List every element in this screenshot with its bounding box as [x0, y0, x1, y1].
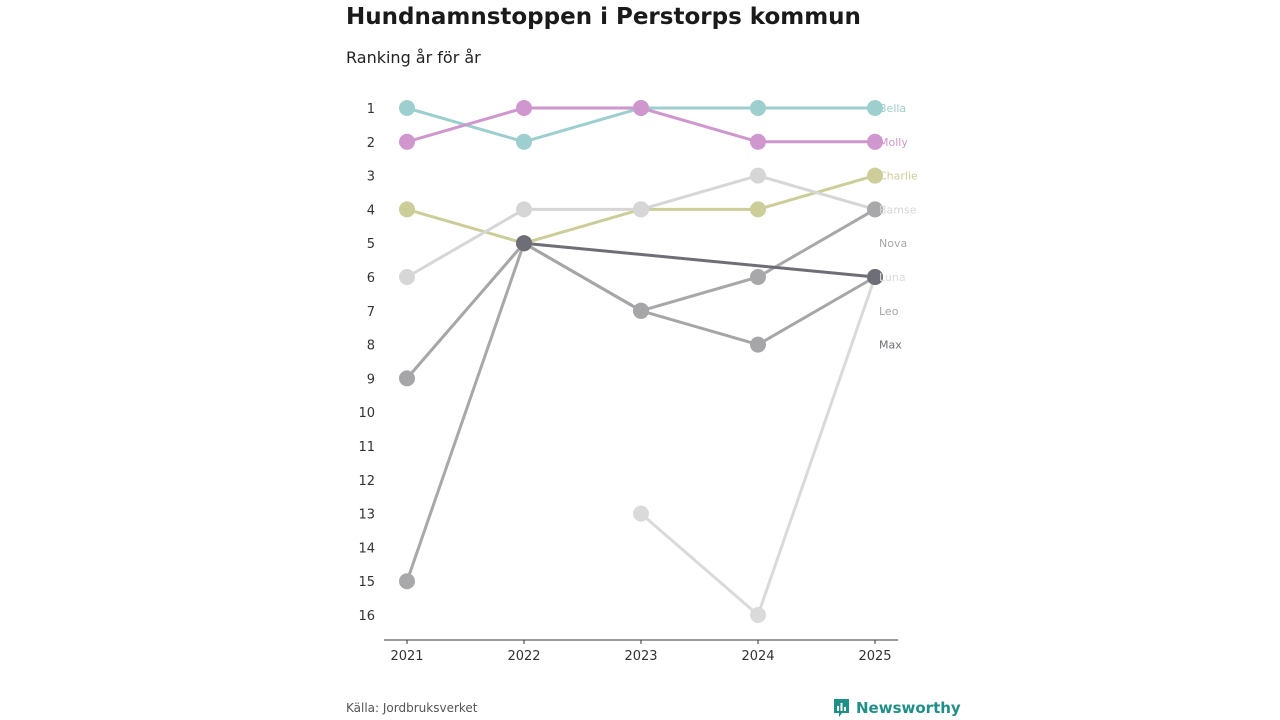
y-tick-label: 16	[358, 609, 375, 624]
point-nova[interactable]	[399, 573, 415, 589]
chart-title: Hundnamnstoppen i Perstorps kommun	[346, 4, 861, 30]
end-label-nova: Nova	[879, 237, 908, 251]
point-nova[interactable]	[750, 269, 766, 285]
series-line-bamse	[407, 209, 524, 277]
y-tick-label: 6	[366, 271, 375, 286]
series-line-nova	[407, 243, 524, 581]
newsworthy-logo-icon	[833, 698, 850, 718]
point-bella[interactable]	[516, 134, 532, 150]
y-tick-label: 9	[366, 372, 375, 388]
point-molly[interactable]	[516, 100, 532, 116]
end-label-luna: Luna	[879, 271, 906, 284]
brand-name: Newsworthy	[856, 699, 961, 717]
end-label-molly: Molly	[879, 135, 908, 149]
source-note: Källa: Jordbruksverket	[346, 701, 478, 715]
y-tick-label: 11	[358, 440, 375, 455]
y-tick-label: 14	[358, 541, 375, 557]
y-tick-label: 15	[358, 575, 375, 591]
y-tick-label: 13	[358, 507, 375, 523]
series-line-molly	[641, 108, 758, 142]
y-tick-label: 4	[366, 203, 375, 219]
point-molly[interactable]	[399, 134, 415, 150]
series-line-leo	[407, 243, 524, 378]
end-label-bella: Bella	[879, 102, 907, 115]
series-lines	[407, 108, 875, 615]
series-end-labels	[879, 102, 918, 352]
point-leo[interactable]	[750, 337, 766, 353]
y-axis-ticks	[358, 102, 375, 624]
series-line-nova	[641, 277, 758, 311]
x-tick-label: 2021	[390, 649, 424, 664]
point-bamse[interactable]	[750, 168, 766, 184]
y-tick-label: 12	[358, 473, 375, 489]
point-leo[interactable]	[399, 370, 415, 386]
point-leo[interactable]	[633, 303, 649, 319]
x-tick-label: 2025	[858, 649, 892, 664]
y-tick-label: 2	[366, 135, 375, 151]
y-tick-label: 10	[358, 406, 375, 422]
x-tick-label: 2022	[507, 649, 541, 664]
series-line-luna	[641, 514, 758, 615]
end-label-max: Max	[879, 338, 902, 352]
series-line-leo	[641, 311, 758, 345]
point-bella[interactable]	[750, 100, 766, 116]
x-tick-label: 2024	[741, 649, 775, 664]
x-tick-label: 2023	[624, 649, 658, 664]
y-tick-label: 5	[366, 237, 375, 253]
end-label-leo: Leo	[879, 304, 899, 318]
point-molly[interactable]	[633, 100, 649, 116]
point-bamse[interactable]	[516, 201, 532, 217]
point-luna[interactable]	[750, 607, 766, 623]
point-max[interactable]	[516, 235, 532, 251]
point-luna[interactable]	[633, 506, 649, 522]
series-line-charlie	[407, 209, 524, 243]
brand-logo[interactable]	[833, 698, 961, 718]
point-bamse[interactable]	[399, 269, 415, 285]
series-line-charlie	[524, 209, 641, 243]
point-charlie[interactable]	[750, 201, 766, 217]
series-line-bamse	[641, 176, 758, 210]
end-label-bamse: Bamse	[879, 203, 917, 217]
y-tick-label: 7	[366, 304, 375, 320]
end-label-charlie: Charlie	[879, 169, 918, 183]
x-axis	[384, 640, 898, 664]
y-tick-label: 1	[366, 102, 375, 117]
point-bella[interactable]	[399, 100, 415, 116]
point-molly[interactable]	[750, 134, 766, 150]
series-line-bella	[524, 108, 641, 142]
y-tick-label: 8	[366, 338, 375, 354]
chart-subtitle: Ranking år för år	[346, 48, 481, 67]
series-points	[399, 100, 883, 623]
point-charlie[interactable]	[399, 201, 415, 217]
series-line-leo	[758, 277, 875, 345]
y-tick-label: 3	[366, 169, 375, 185]
point-bamse[interactable]	[633, 201, 649, 217]
series-line-luna	[758, 277, 875, 615]
